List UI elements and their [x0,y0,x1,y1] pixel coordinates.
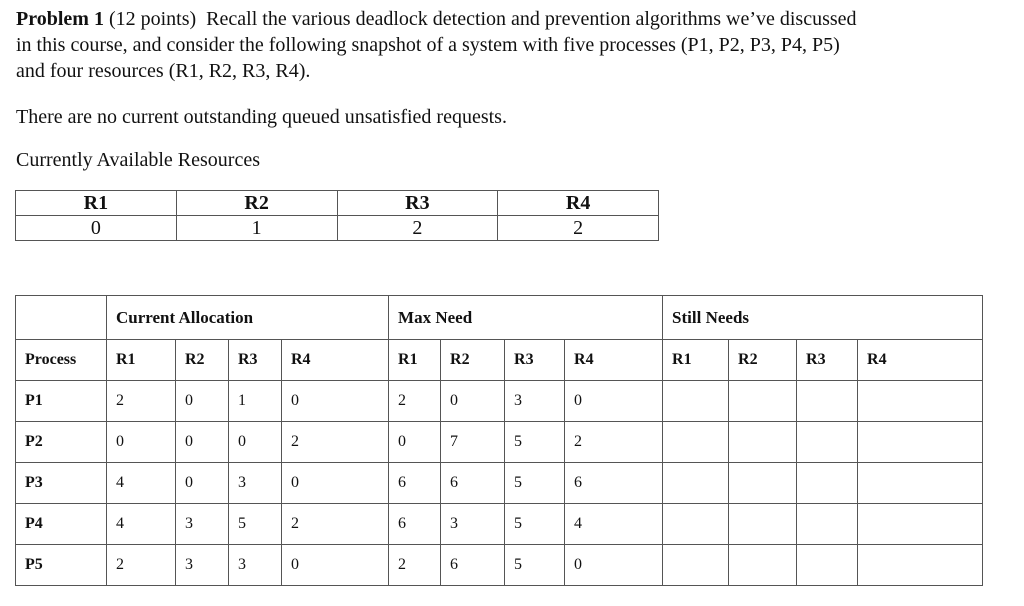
alloc-cell: 2 [282,504,389,545]
resource-header: R4 [282,340,389,381]
problem-statement [16,6,1016,84]
available-header-cell: R4 [498,191,659,216]
max-cell: 5 [505,463,565,504]
max-cell: 6 [389,504,441,545]
available-header-row [16,191,659,216]
resource-header: R1 [107,340,176,381]
still-needs-cell[interactable] [663,545,729,586]
max-cell: 5 [505,504,565,545]
table-row [16,545,983,586]
alloc-cell: 0 [176,463,229,504]
still-needs-cell[interactable] [663,422,729,463]
still-needs-cell[interactable] [858,545,983,586]
still-needs-cell[interactable] [797,504,858,545]
problem-title: Problem 1 [16,8,104,30]
process-header: Process [16,340,107,381]
max-need-header: Max Need [389,296,663,340]
available-header-cell: R2 [176,191,337,216]
alloc-cell: 0 [176,422,229,463]
max-cell: 2 [389,381,441,422]
max-cell: 2 [565,422,663,463]
still-needs-cell[interactable] [797,381,858,422]
process-name: P1 [16,381,107,422]
available-resources-table [15,190,659,241]
still-needs-cell[interactable] [729,545,797,586]
still-needs-cell[interactable] [729,463,797,504]
resource-header: R2 [729,340,797,381]
problem-line-2: in this course, and consider the following snapshot of a system with five processes (P1, P2, P3, P4, P5) [16,34,840,56]
table-row [16,422,983,463]
max-cell: 6 [441,463,505,504]
alloc-cell: 4 [107,504,176,545]
alloc-cell: 5 [229,504,282,545]
process-name: P2 [16,422,107,463]
empty-corner-cell [16,296,107,340]
still-needs-cell[interactable] [797,463,858,504]
still-needs-cell[interactable] [729,381,797,422]
alloc-cell: 2 [282,422,389,463]
alloc-cell: 0 [107,422,176,463]
available-value-cell: 2 [337,216,498,241]
alloc-cell: 0 [282,463,389,504]
max-cell: 5 [505,422,565,463]
still-needs-cell[interactable] [797,422,858,463]
alloc-cell: 3 [229,463,282,504]
allocation-table [15,295,983,586]
no-requests-note: There are no current outstanding queued unsatisfied requests. [16,106,507,128]
problem-text-1: Recall the various deadlock detection and prevention algorithms we’ve discussed [206,8,857,30]
resource-header: R4 [858,340,983,381]
available-header-cell: R1 [16,191,177,216]
still-needs-cell[interactable] [663,463,729,504]
alloc-cell: 0 [229,422,282,463]
max-cell: 4 [565,504,663,545]
problem-points: (12 points) [108,8,197,30]
max-cell: 5 [505,545,565,586]
alloc-cell: 0 [176,381,229,422]
available-value-cell: 2 [498,216,659,241]
available-values-row [16,216,659,241]
available-resources-label: Currently Available Resources [16,149,261,171]
resource-header: R1 [389,340,441,381]
still-needs-cell[interactable] [729,504,797,545]
column-header-row [16,340,983,381]
alloc-cell: 1 [229,381,282,422]
resource-header: R3 [229,340,282,381]
resource-header: R2 [176,340,229,381]
max-cell: 6 [389,463,441,504]
table-row [16,463,983,504]
still-needs-cell[interactable] [858,381,983,422]
process-name: P3 [16,463,107,504]
current-allocation-header: Current Allocation [107,296,389,340]
table-row [16,381,983,422]
alloc-cell: 3 [176,504,229,545]
alloc-cell: 2 [107,545,176,586]
resource-header: R3 [797,340,858,381]
still-needs-cell[interactable] [858,463,983,504]
problem-line-1 [16,6,1016,32]
problem-line-3: and four resources (R1, R2, R3, R4). [16,60,311,82]
alloc-cell: 3 [176,545,229,586]
still-needs-header: Still Needs [663,296,983,340]
available-header-cell: R3 [337,191,498,216]
available-value-cell: 0 [16,216,177,241]
alloc-cell: 3 [229,545,282,586]
alloc-cell: 0 [282,545,389,586]
resource-header: R4 [565,340,663,381]
group-header-row [16,296,983,340]
table-row [16,504,983,545]
still-needs-cell[interactable] [858,504,983,545]
alloc-cell: 0 [282,381,389,422]
still-needs-cell[interactable] [797,545,858,586]
alloc-cell: 4 [107,463,176,504]
still-needs-cell[interactable] [858,422,983,463]
alloc-cell: 2 [107,381,176,422]
max-cell: 6 [565,463,663,504]
max-cell: 3 [505,381,565,422]
resource-header: R3 [505,340,565,381]
process-name: P5 [16,545,107,586]
available-value-cell: 1 [176,216,337,241]
max-cell: 0 [565,545,663,586]
still-needs-cell[interactable] [663,381,729,422]
max-cell: 0 [441,381,505,422]
max-cell: 6 [441,545,505,586]
max-cell: 3 [441,504,505,545]
resource-header: R2 [441,340,505,381]
still-needs-cell[interactable] [663,504,729,545]
still-needs-cell[interactable] [729,422,797,463]
max-cell: 2 [389,545,441,586]
max-cell: 0 [389,422,441,463]
resource-header: R1 [663,340,729,381]
max-cell: 0 [565,381,663,422]
max-cell: 7 [441,422,505,463]
process-name: P4 [16,504,107,545]
